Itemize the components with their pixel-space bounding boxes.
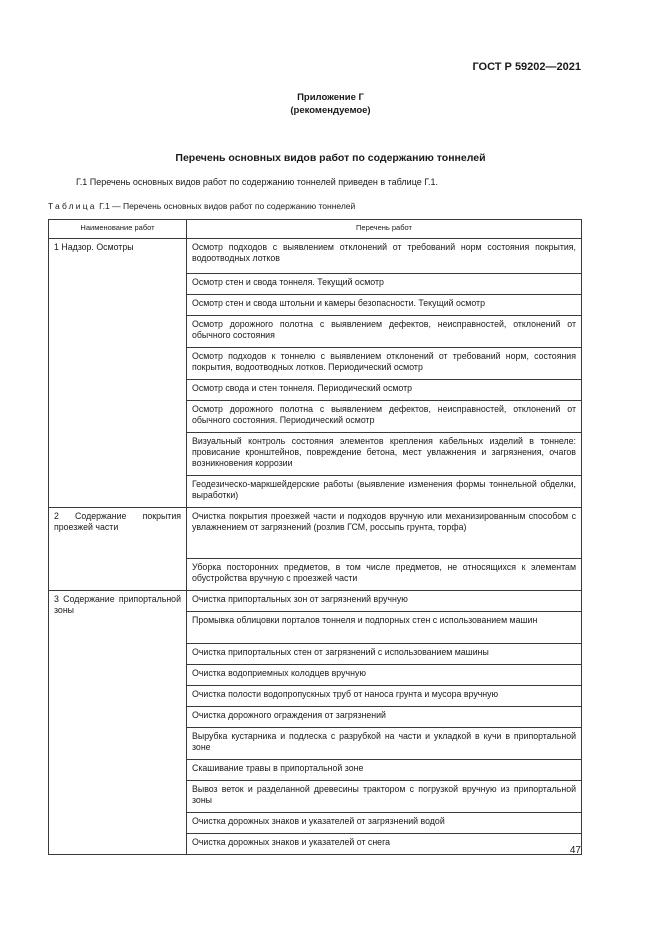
item-cell: Очистка припортальных стен от загрязнений с использованием машины	[187, 644, 582, 665]
table-caption	[48, 201, 355, 211]
table-caption-prefix: Таблица	[48, 201, 97, 211]
document-code: ГОСТ Р 59202—2021	[472, 61, 581, 73]
item-cell: Очистка полости водопропускных труб от наноса грунта и мусора вручную	[187, 686, 582, 707]
item-cell: Очистка дорожного ограждения от загрязнений	[187, 707, 582, 728]
item-cell: Геодезическо-маркшейдерские работы (выявление изменения формы тоннельной обделки, выработки)	[187, 476, 582, 508]
item-cell: Промывка облицовки порталов тоннеля и подпорных стен с использованием машин	[187, 612, 582, 644]
category-cell: 1 Надзор. Осмотры	[49, 239, 187, 508]
item-cell: Очистка припортальных зон от загрязнений вручную	[187, 591, 582, 612]
header-work-name: Наименование работ	[49, 220, 187, 239]
item-cell: Осмотр свода и стен тоннеля. Периодический осмотр	[187, 380, 582, 401]
header-work-list: Перечень работ	[187, 220, 582, 239]
item-cell: Вырубка кустарника и подлеска с разрубкой на части и укладкой в кучи в припортальной зоне	[187, 728, 582, 760]
appendix-title: Приложение Г	[297, 92, 364, 103]
item-cell: Очистка водоприемных колодцев вручную	[187, 665, 582, 686]
category-cell: 3 Содержание припортальной зоны	[49, 591, 187, 855]
table-caption-text: Г.1 — Перечень основных видов работ по содержанию тоннелей	[96, 201, 356, 211]
appendix-subtitle: (рекомендуемое)	[290, 105, 371, 116]
item-cell: Осмотр подходов с выявлением отклонений от требований норм состояния покрытия, водоотводных лотков	[187, 239, 582, 274]
category-cell: 2 Содержание покрытия проезжей части	[49, 508, 187, 591]
item-cell: Осмотр дорожного полотна с выявлением дефектов, неисправностей, отклонений от обычного состояния	[187, 316, 582, 348]
item-cell: Осмотр дорожного полотна с выявлением дефектов, неисправностей, отклонений от обычного состояния. Периодический осмотр	[187, 401, 582, 433]
item-cell: Очистка дорожных знаков и указателей от снега	[187, 834, 582, 855]
table-header-row	[49, 220, 582, 239]
works-table	[48, 219, 582, 855]
table-row	[49, 508, 582, 559]
item-cell: Визуальный контроль состояния элементов крепления кабельных изделий в тоннеле: провисание кронштейнов, повреждение бетона, мест увлажнения и загрязнения, очагов возникновения коррозии	[187, 433, 582, 476]
item-cell: Осмотр стен и свода тоннеля. Текущий осмотр	[187, 274, 582, 295]
table-row	[49, 239, 582, 274]
table-row	[49, 591, 582, 612]
appendix-block	[0, 91, 661, 117]
item-cell: Очистка дорожных знаков и указателей от загрязнений водой	[187, 813, 582, 834]
item-cell: Уборка посторонних предметов, в том числе предметов, не относящихся к элементам обустройства вручную с проезжей части	[187, 559, 582, 591]
page-number: 47	[569, 845, 581, 856]
item-cell: Осмотр стен и свода штольни и камеры безопасности. Текущий осмотр	[187, 295, 582, 316]
section-heading: Перечень основных видов работ по содержанию тоннелей	[175, 152, 486, 164]
item-cell: Вывоз веток и разделанной древесины трактором с погрузкой вручную из припортальной зоны	[187, 781, 582, 813]
item-cell: Скашивание травы в припортальной зоне	[187, 760, 582, 781]
item-cell: Очистка покрытия проезжей части и подходов вручную или механизированным способом с увлажнением от загрязнений (розлив ГСМ, россыпь грунта, торфа)	[187, 508, 582, 559]
item-cell: Осмотр подходов к тоннелю с выявлением отклонений от требований норм, состояния покрытия, водоотводных лотков. Периодический осмотр	[187, 348, 582, 380]
intro-paragraph: Г.1 Перечень основных видов работ по содержанию тоннелей приведен в таблице Г.1.	[76, 177, 439, 187]
